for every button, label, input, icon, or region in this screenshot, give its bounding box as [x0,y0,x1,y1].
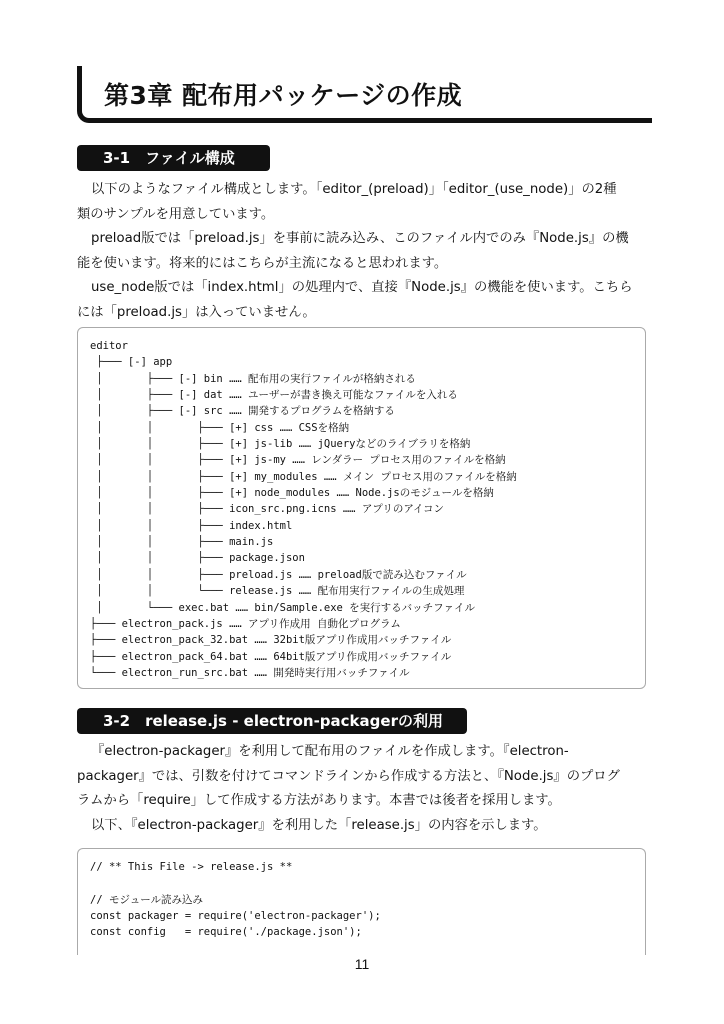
tree-line: │ │ ├─── index.html [90,519,293,532]
code-line [90,875,645,891]
paragraph-line: 能を使います。将来的にはこちらが主流になると思われます。 [77,255,448,271]
tree-line: │ └─── exec.bat …… bin/Sample.exe を実行するバッチファイル [90,601,475,614]
tree-line: └─── electron_run_src.bat …… 開発時実行用バッチファイル [90,666,410,679]
tree-line: │ ├─── [-] dat …… ユーザーが書き換え可能なファイルを入れる [90,389,458,402]
paragraph-line: ラムから「require」して作成する方法があります。本書では後者を採用します。 [77,793,561,809]
paragraph-line: packager』では、引数を付けてコマンドラインから作成する方法と、『Node.js』のプログ [77,768,620,784]
tree-line: ├─── electron_pack.js …… アプリ作成用 自動化プログラム [90,617,401,630]
tree-line: │ │ └─── release.js …… 配布用実行ファイルの生成処理 [90,585,465,598]
file-tree-code-block [77,327,646,689]
chapter-title: 第3章 配布用パッケージの作成 [104,81,463,110]
tree-line: │ │ ├─── icon_src.png.icns …… アプリのアイコン [90,503,445,516]
paragraph-line: use_node版では「index.html」の処理内で、直接『Node.js』の機能を使います。こちら [91,280,633,296]
section2-paragraphs [77,740,649,838]
tree-line: │ │ ├─── preload.js …… preload版で読み込むファイル [90,568,467,581]
file-tree [78,328,645,681]
section-title-3-2: 3-2 release.js - electron-packagerの利用 [77,708,467,734]
section-title-3-1: 3-1 ファイル構成 [77,145,270,171]
tree-line: │ │ ├─── [+] js-my …… レンダラー プロセス用のファイルを格納 [90,454,506,467]
tree-line: │ ├─── [-] src …… 開発するプログラムを格納する [90,405,395,418]
tree-line: │ │ ├─── package.json [90,552,305,565]
tree-line: editor [90,340,128,352]
tree-line: │ │ ├─── [+] node_modules …… Node.jsのモジュールを格納 [90,487,494,500]
tree-line: │ ├─── [-] bin …… 配布用の実行ファイルが格納される [90,372,416,385]
tree-line: │ │ ├─── [+] js-lib …… jQueryなどのライブラリを格納 [90,438,471,451]
paragraph-line: には「preload.js」は入っていません。 [77,304,316,320]
paragraph-line: 『electron-packager』を利用して配布用のファイルを作成します。『electron- [91,744,569,759]
tree-line: ├─── electron_pack_64.bat …… 64bit版アプリ作成用バッチファイル [90,650,452,663]
tree-line: ├─── electron_pack_32.bat …… 32bit版アプリ作成用バッチファイル [90,634,452,647]
tree-line: │ │ ├─── main.js [90,536,274,549]
paragraph-line: preload版では「preload.js」を事前に読み込み、このファイル内でのみ『Node.js』の機 [91,231,629,247]
tree-line: │ │ ├─── [+] css …… CSSを格納 [90,421,350,434]
code-line: // モジュール読み込み [90,893,204,906]
page-number: 11 [354,956,370,972]
code-line: // ** This File -> release.js ** [90,861,293,873]
tree-line: ├─── [-] app [90,356,173,369]
paragraph-line: 以下、『electron-packager』を利用した「release.js」の内容を示します。 [91,817,547,833]
paragraph-line: 以下のようなファイル構成とします。「editor_(preload)」「editor_(use_node)」の2種 [91,182,617,197]
section1-paragraphs [77,178,649,326]
release-js-code [78,849,645,941]
tree-line: │ │ ├─── [+] my_modules …… メイン プロセス用のファイルを格納 [90,470,517,483]
paragraph-line: 類のサンプルを用意しています。 [77,206,275,222]
code-line: const packager = require('electron-packager'); [90,910,381,923]
release-js-code-block [77,848,646,968]
code-line: const config = require('./package.json'); [90,926,362,939]
chapter-heading [77,66,652,123]
